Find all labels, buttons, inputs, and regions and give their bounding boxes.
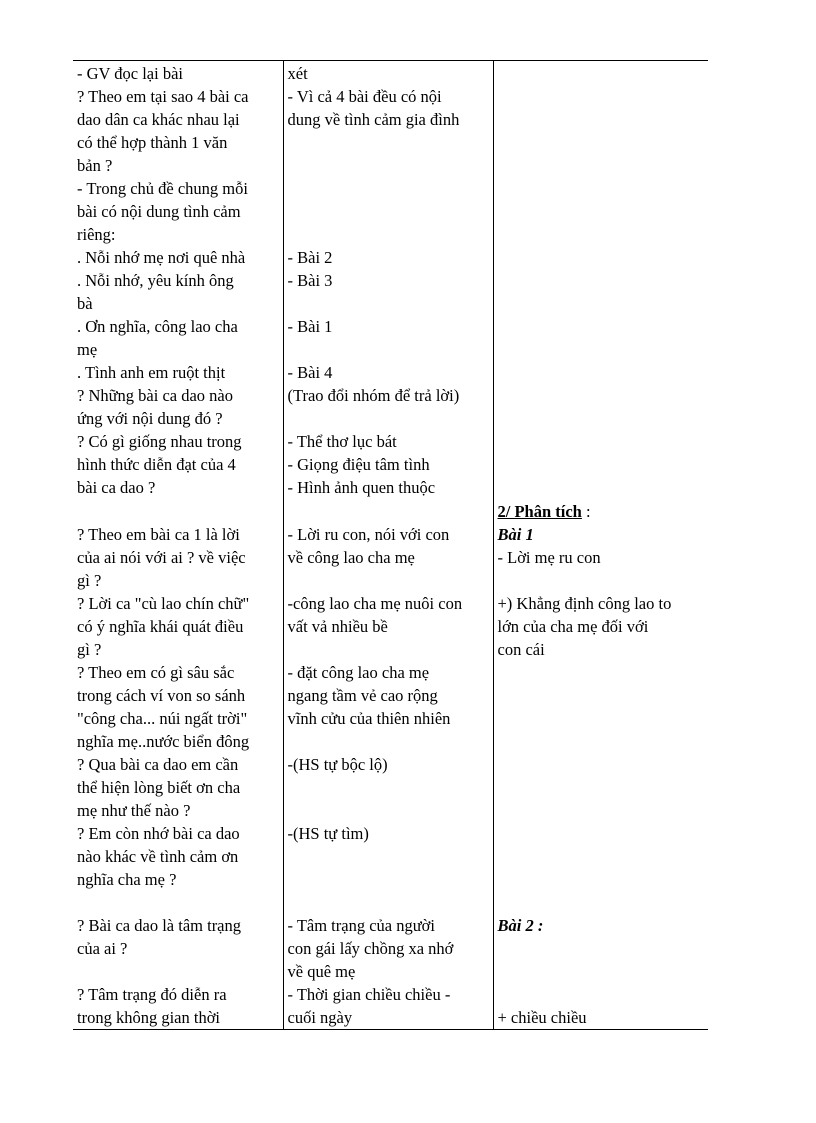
- text-line: vất vả nhiều bề: [287, 617, 388, 636]
- text-line: cuối ngày: [287, 1008, 353, 1027]
- text-line: [498, 753, 705, 776]
- text-line: - đặt công lao cha mẹ: [287, 663, 430, 682]
- text-line: - GV đọc lại bài: [77, 64, 184, 83]
- text-line: mẹ như thế nào ?: [77, 801, 191, 820]
- text-line: ? Những bài ca dao nào: [77, 386, 234, 405]
- text-line: [288, 776, 489, 799]
- text-line: lớn của cha mẹ đối với: [497, 617, 649, 636]
- text-line: ? Bài ca dao là tâm trạng: [77, 916, 242, 935]
- text-line: . Nỗi nhớ mẹ nơi quê nhà: [77, 248, 246, 267]
- text-line: dao dân ca khác nhau lại: [77, 110, 240, 129]
- text-line: con cái: [497, 640, 545, 659]
- text-line: ? Qua bài ca dao em cần: [77, 755, 239, 774]
- text-line: - Hình ảnh quen thuộc: [287, 478, 436, 497]
- text-line: "công cha... núi ngất trời": [77, 709, 248, 728]
- text-line: mẹ: [77, 340, 98, 359]
- text-line: [498, 960, 705, 983]
- text-line: [498, 661, 705, 684]
- text-line: [498, 684, 705, 707]
- text-line: [288, 131, 489, 154]
- text-line: bài có nội dung tình cảm: [77, 202, 241, 221]
- text-line: . Tình anh em ruột thịt: [77, 363, 226, 382]
- text-line: - Thời gian chiều chiều -: [287, 985, 451, 1004]
- text-line: -(HS tự bộc lộ): [287, 755, 388, 774]
- text-line: về quê mẹ: [287, 962, 356, 981]
- teacher-activity-cell: [73, 61, 283, 500]
- section-heading: 2/ Phân tích :: [497, 502, 591, 521]
- text-line: [288, 177, 489, 200]
- text-line: . Nỗi nhớ, yêu kính ông: [77, 271, 234, 290]
- text-line: ngang tầm vẻ cao rộng: [287, 686, 438, 705]
- content-cell: [493, 499, 708, 1030]
- text-line: -(HS tự tìm): [287, 824, 369, 843]
- text-line: [288, 292, 489, 315]
- text-line: [498, 983, 705, 1006]
- text-line: gì ?: [77, 640, 102, 659]
- text-line: ? Theo em bài ca 1 là lời: [77, 525, 240, 544]
- text-line: của ai ?: [77, 939, 128, 958]
- text-line: [498, 868, 705, 891]
- text-line: [498, 569, 705, 592]
- text-line: có thể hợp thành 1 văn: [77, 133, 228, 152]
- text-line: - Thể thơ lục bát: [287, 432, 397, 451]
- text-line: [498, 891, 705, 914]
- text-line: [288, 845, 489, 868]
- text-line: [288, 799, 489, 822]
- text-line: [498, 730, 705, 753]
- text-line: [77, 500, 279, 523]
- text-line: [288, 200, 489, 223]
- text-line: [498, 937, 705, 960]
- text-line: bài ca dao ?: [77, 478, 156, 497]
- text-line: thể hiện lòng biết ơn cha: [77, 778, 241, 797]
- text-line: -công lao cha mẹ nuôi con: [287, 594, 463, 613]
- text-line: - Bài 1: [287, 317, 333, 336]
- text-line: [498, 776, 705, 799]
- text-line: nghĩa mẹ..nước biển đông: [77, 732, 250, 751]
- text-line: dung về tình cảm gia đình: [287, 110, 460, 129]
- text-line: trong không gian thời: [77, 1008, 221, 1027]
- text-line: [288, 223, 489, 246]
- text-line: +) Khẳng định công lao to: [497, 594, 672, 613]
- text-line: về công lao cha mẹ: [287, 548, 415, 567]
- text-line: [498, 799, 705, 822]
- poem-2-label: Bài 2 :: [497, 916, 544, 935]
- text-line: vĩnh cửu của thiên nhiên: [287, 709, 451, 728]
- text-line: - Vì cả 4 bài đều có nội: [287, 87, 442, 106]
- student-activity-cell: [283, 499, 493, 1030]
- text-line: [77, 891, 279, 914]
- text-line: riêng:: [77, 225, 116, 244]
- text-line: + chiều chiều: [497, 1008, 587, 1027]
- text-line: có ý nghĩa khái quát điều: [77, 617, 244, 636]
- text-line: - Lời mẹ ru con: [497, 548, 601, 567]
- text-line: - Bài 3: [287, 271, 333, 290]
- student-activity-cell: [283, 61, 493, 500]
- text-line: bà: [77, 294, 93, 313]
- text-line: [498, 845, 705, 868]
- text-line: ? Theo em tại sao 4 bài ca: [77, 87, 249, 106]
- text-line: [288, 407, 489, 430]
- text-line: [288, 338, 489, 361]
- text-line: con gái lấy chồng xa nhớ: [287, 939, 454, 958]
- teacher-activity-cell: [73, 499, 283, 1030]
- text-line: [288, 638, 489, 661]
- text-line: hình thức diễn đạt của 4: [77, 455, 236, 474]
- text-line: - Bài 2: [287, 248, 333, 267]
- text-line: trong cách ví von so sánh: [77, 686, 246, 705]
- text-line: của ai nói với ai ? về việc: [77, 548, 246, 567]
- text-line: [498, 822, 705, 845]
- text-line: - Trong chủ đề chung mỗi: [77, 179, 248, 198]
- text-line: gì ?: [77, 571, 102, 590]
- text-line: [77, 960, 279, 983]
- text-line: . Ơn nghĩa, công lao cha: [77, 317, 238, 336]
- text-line: [288, 154, 489, 177]
- text-line: xét: [287, 64, 308, 83]
- text-line: nghĩa cha mẹ ?: [77, 870, 177, 889]
- text-line: - Lời ru con, nói với con: [287, 525, 450, 544]
- text-line: (Trao đổi nhóm để trả lời): [287, 386, 460, 405]
- text-line: [288, 891, 489, 914]
- text-line: [498, 707, 705, 730]
- text-line: ? Lời ca "cù lao chín chữ": [77, 594, 250, 613]
- table-row: [73, 499, 708, 1030]
- text-line: ? Có gì giống nhau trong: [77, 432, 242, 451]
- text-line: - Giọng điệu tâm tình: [287, 455, 430, 474]
- text-line: bản ?: [77, 156, 113, 175]
- text-line: nào khác về tình cảm ơn: [77, 847, 239, 866]
- text-line: [288, 500, 489, 523]
- text-line: - Bài 4: [287, 363, 333, 382]
- text-line: ? Tâm trạng đó diễn ra: [77, 985, 227, 1004]
- text-line: [288, 569, 489, 592]
- text-line: - Tâm trạng của người: [287, 916, 435, 935]
- lesson-table: [73, 60, 708, 1030]
- text-line: ? Theo em có gì sâu sắc: [77, 663, 235, 682]
- content-cell: [493, 61, 708, 500]
- text-line: ứng với nội dung đó ?: [77, 409, 223, 428]
- text-line: [288, 730, 489, 753]
- table-row: [73, 61, 708, 500]
- poem-1-label: Bài 1: [497, 525, 534, 544]
- text-line: ? Em còn nhớ bài ca dao: [77, 824, 240, 843]
- text-line: [288, 868, 489, 891]
